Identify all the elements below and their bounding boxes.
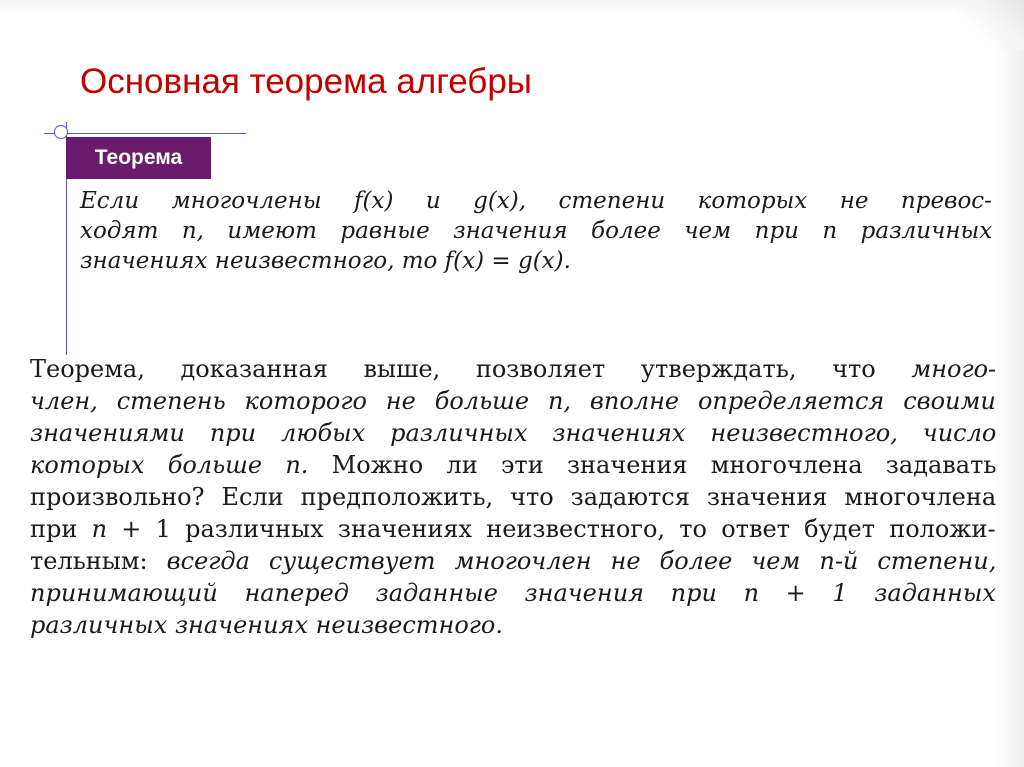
slide-frame-top <box>0 0 1024 14</box>
theorem-line: ходят n, имеют равные значения более чем при n различных <box>80 218 993 244</box>
text-run: n <box>91 515 108 543</box>
text-run: много- <box>911 355 997 383</box>
text-run: всегда существует многочлен не более чем n-й степени, <box>166 547 997 575</box>
decorative-horizontal-line <box>44 133 246 134</box>
text-run: Можно ли эти значения многочлена задавать <box>308 451 997 479</box>
body-line <box>30 483 996 514</box>
body-line <box>30 419 996 450</box>
text-run: Теорема, доказанная выше, позволяет утверждать, что <box>30 355 912 383</box>
text-run: произвольно? Если предположить, что задаются значения многочлена <box>30 483 997 511</box>
body-line <box>30 355 996 386</box>
body-line <box>30 387 996 418</box>
text-run: член, степень которого не больше n, вполне определяется своими <box>30 387 996 415</box>
body-line <box>30 611 503 642</box>
text-run: значениями при любых различных значениях неизвестного, число <box>30 419 997 447</box>
theorem-line: Если многочлены f(x) и g(x), степени которых не превос- <box>80 188 992 214</box>
slide-corner-decoration <box>954 0 1024 50</box>
text-run: принимающий наперед заданные значения при n + 1 заданных <box>30 579 996 607</box>
slide-frame-right <box>994 0 1024 767</box>
theorem-line: значениях неизвестного, то f(x) = g(x). <box>80 248 571 274</box>
text-run: которых больше n. <box>30 451 309 479</box>
body-line <box>30 579 996 610</box>
text-run: при <box>30 515 92 543</box>
theorem-badge: Теорема <box>66 137 211 179</box>
body-line <box>30 451 996 482</box>
text-run: различных значениях неизвестного. <box>30 611 504 639</box>
text-run: тельным: <box>30 547 167 575</box>
body-line <box>30 515 996 546</box>
text-run: + 1 различных значениях неизвестного, то ответ будет положи- <box>107 515 996 543</box>
body-line <box>30 547 996 578</box>
slide-title: Основная теорема алгебры <box>80 62 532 101</box>
